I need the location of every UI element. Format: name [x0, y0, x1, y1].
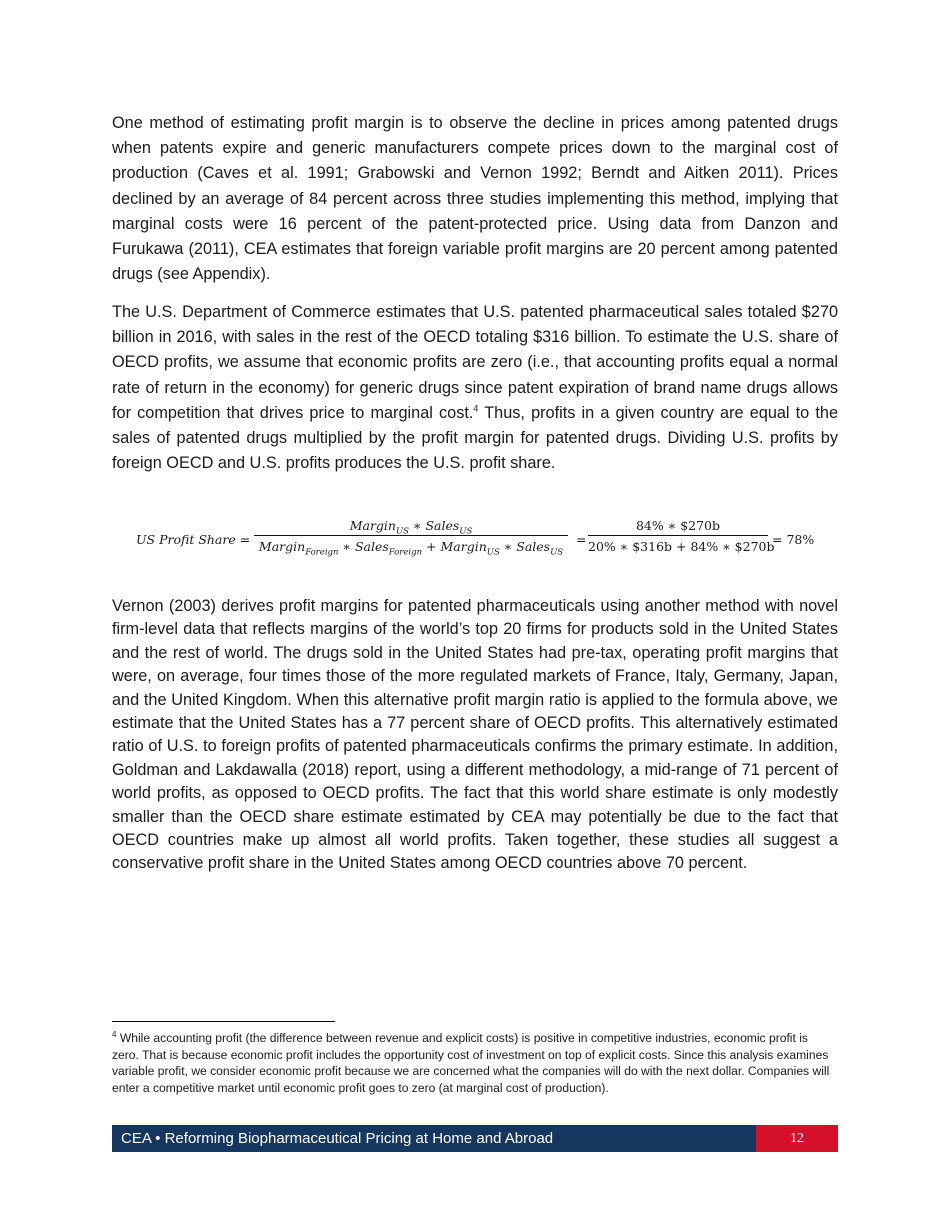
fraction-1-denominator: Margin$_{Foreign}$ ∗ Sales$_{Foreign}$ + Margin$_{US}$ ∗ Sales$_{US}$ [258, 539, 564, 558]
fraction-1-numerator: Margin$_{US}$ ∗ Sales$_{US}$ [349, 518, 473, 537]
footnote-4 [112, 1030, 834, 1096]
formula-result: = 78% [772, 532, 815, 547]
page-footer [112, 1125, 838, 1152]
formula-lhs: US Profit Share = [136, 532, 251, 547]
formula-equals-2: = [576, 532, 587, 547]
footnote-divider [112, 1021, 335, 1022]
page-number: 12 [756, 1125, 838, 1152]
fraction-2-numerator: 84% ∗ $270b [635, 518, 721, 533]
body-paragraph-1: One method of estimating profit margin is to observe the decline in prices among patented drugs when patents expire and generic manufacturers compete prices down to the marginal cost of production (Caves et al. 1991; Grabowski and Vernon 1992; Berndt and Aitken 2011). Prices declined by an average of 84 percent across three studies implementing this method, implying that marginal costs were 16 percent of the patent-protected price. Using data from Danzon and Furukawa (2011), CEA estimates that foreign variable profit margins are 20 percent among patented drugs (see Appendix). [112, 114, 838, 284]
fraction-2-denominator: 20% ∗ $316b + 84% ∗ $270b [588, 539, 775, 554]
body-paragraph-2 [112, 300, 838, 476]
footer-title: CEA • Reforming Biopharmaceutical Pricing at Home and Abroad [121, 1130, 554, 1147]
footnote-reference: 4 [473, 403, 479, 414]
body-paragraph-3: Vernon (2003) derives profit margins for patented pharmaceuticals using another method with novel firm-level data that reflects margins of the world’s top 20 firms for products sold in the United States and the rest of world. The drugs sold in the United States had pre-tax, operating profit margins that were, on average, four times those of the more regulated markets of France, Italy, Germany, Japan, and the United Kingdom. When this alternative profit margin ratio is applied to the formula above, we estimate that the United States has a 77 percent share of OECD profits. This alternatively estimated ratio of U.S. to foreign profits of patented pharmaceuticals confirms the primary estimate. In addition, Goldman and Lakdawalla (2018) report, using a different methodology, a mid-range of 71 percent of world profits, as opposed to OECD profits. The fact that this world share estimate is only modestly smaller than the OECD share estimate estimated by CEA may potentially be due to the fact that OECD countries make up almost all world profits. Taken together, these studies all suggest a conservative profit share in the United States among OECD countries above 70 percent. [112, 597, 838, 873]
paragraph-2-main: The U.S. Department of Commerce estimates that U.S. patented pharmaceutical sales totaled $270 billion in 2016, with sales in the rest of the OECD totaling $316 billion. To estimate the U.S. share of OECD profits, we assume that economic profits are zero (i.e., that accounting profits equal a normal rate of return in the economy) for generic drugs since patent expiration of brand name drugs allows for competition that drives price to marginal cost. [112, 303, 838, 422]
formula-fraction-2 [588, 518, 775, 554]
profit-share-formula [136, 518, 836, 564]
formula-fraction-1 [254, 518, 568, 558]
footnote-text: While accounting profit (the difference between revenue and explicit costs) is positive in competitive industries, economic profit is zero. That is because economic profit includes the opportunity cost of investment on top of explicit costs. Since this analysis examines variable profit, we consider economic profit because we are concerned what the companies will do with the next dollar. Companies will enter a competitive market until economic profit goes to zero (at marginal cost of production). [112, 1031, 830, 1095]
footnote-number: 4 [112, 1029, 117, 1039]
paragraph-2-tail: Thus, profits in a given country are equal to the sales of patented drugs multiplied by the profit margin for patented drugs. Dividing U.S. profits by foreign OECD and U.S. profits produces the U.S. profit share. [112, 403, 838, 473]
